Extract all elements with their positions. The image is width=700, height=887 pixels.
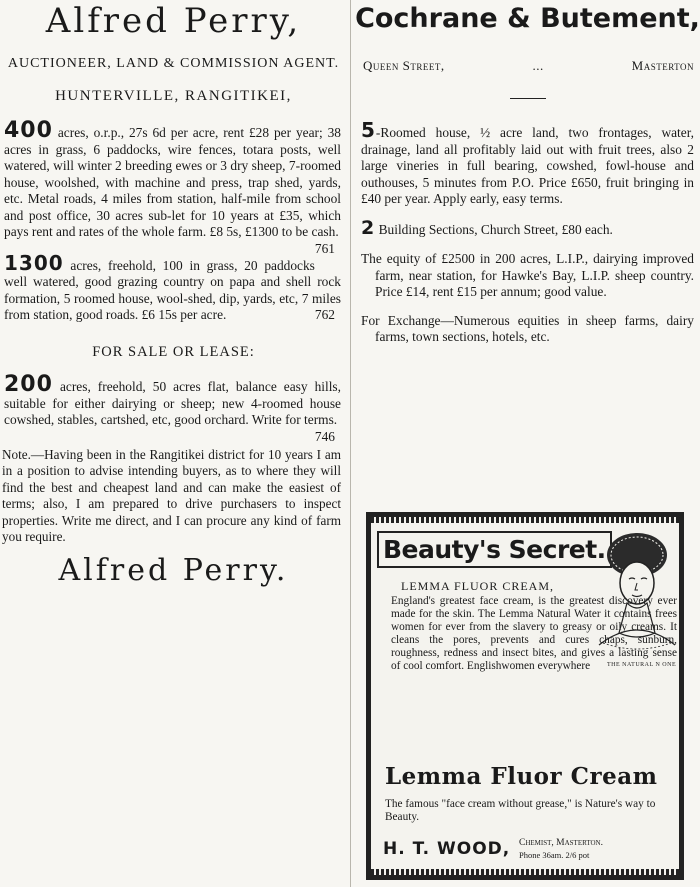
town-label: Masterton <box>631 58 694 73</box>
listing-200-acres <box>4 372 341 444</box>
ad-seller-detail-1: Chemist, Masterton. <box>519 838 603 848</box>
address-line <box>363 58 694 74</box>
listing-2-text: Building Sections, Church Street, £80 each. <box>378 221 613 237</box>
ad-title: Beauty's Secret. <box>377 531 612 568</box>
street-label: Queen Street, <box>363 58 445 73</box>
ad-bottom-band <box>371 869 679 875</box>
listing-400-lead: 400 <box>4 118 53 143</box>
sale-lease-heading: FOR SALE OR LEASE: <box>92 343 255 360</box>
district-note: Note.—Having been in the Rangitikei district for 10 years I am in a position to advise intending buyers, as to where they will find the best and cheapest land and can make the easiest of terms; also, I am prepared to drive purchasers to inspect properties. Write me direct, and I can procure any kind of farm you require. <box>2 446 341 544</box>
right-column <box>355 0 700 346</box>
listing-5-text: -Roomed house, ½ acre land, two frontages, water, drainage, land all profitably laid out with fruit trees, also 2 large vineries in full bearing, cowshed, fowl-house and outhouses, 5 minutes from P.O. Price £650, fruit bringing in £40 per year. Apply early, easy terms. <box>361 125 694 206</box>
listing-building-sections <box>361 216 694 239</box>
beauty-advertisement <box>366 512 684 880</box>
listing-400-acres <box>4 118 341 256</box>
address-dots: ... <box>532 58 544 73</box>
ad-seller: H. T. WOOD, <box>383 839 511 859</box>
listing-200-lead: 200 <box>4 372 53 397</box>
listing-400-ref: 761 <box>314 240 335 256</box>
ad-product-line: LEMMA FLUOR CREAM, <box>401 579 555 593</box>
portrait-caption: THE NATURAL N ONE <box>607 662 677 668</box>
ad-product-name: Lemma Fluor Cream <box>385 763 658 790</box>
column-divider <box>350 0 351 887</box>
right-heading: Cochrane & Butement, <box>355 3 700 34</box>
listing-200-ref: 746 <box>314 428 335 444</box>
left-signature: Alfred Perry. <box>58 552 289 588</box>
location-line: HUNTERVILLE, RANGITIKEI, <box>55 88 292 104</box>
listing-400-text: acres, o.r.p., 27s 6d per acre, rent £28 per year; 38 acres in grass, 6 paddocks, wire fences, totara posts, well watered, will winter 2 breeding ewes or 3 dry sheep, 7-roomed house, woolshed, with machine and press, trap shed, yards, etc. Metal roads, 4 miles from station, half-mile from school and post office, 30 acres sub-let for 10 years at £35, which pays rent and rates of the whole farm. £8 5s, £1300 to be cash. <box>4 125 341 239</box>
listing-2-lead: 2 <box>361 216 376 239</box>
listing-1300-acres <box>4 250 341 324</box>
agent-subheading: AUCTIONEER, LAND & COMMISSION AGENT. <box>7 56 340 71</box>
ad-body-text: England's greatest face cream, is the greatest discovery ever made for the skin. The Lemma Natural Water it contains frees women for ever from the slavery to greasy or oily creams. It cleans the pores, prevents and cures chaps, sunburn, roughness, redness and insect bites, and gives a lasting sense of cool comfort. Englishwomen everywhere <box>391 595 677 673</box>
listing-5-roomed-house <box>361 118 694 208</box>
left-heading: Alfred Perry, <box>45 1 302 41</box>
left-column <box>0 0 347 586</box>
listing-1300-text: acres, freehold, 100 in grass, 20 paddocks well watered, good grazing country on papa and shell rock formation, 5 roomed house, wool-shed, dip, yards, etc, 7 miles from station, good roads. £6 15s per acre. <box>4 257 341 322</box>
ad-seller-detail-2: Phone 36am. 2/6 pot <box>519 850 590 860</box>
listing-5-lead: 5 <box>361 118 376 142</box>
listing-1300-ref: 762 <box>314 307 335 322</box>
short-rule <box>510 98 546 99</box>
ad-tagline: The famous "face cream without grease," is Nature's way to Beauty. <box>385 798 656 823</box>
listing-200-text: acres, freehold, 50 acres flat, balance easy hills, suitable for either dairying or sheep; new 4-roomed house cowshed, stables, cartshed, etc, good orchard. Write for terms. <box>4 379 341 427</box>
listing-1300-lead: 1300 <box>4 250 64 275</box>
listing-equity: The equity of £2500 in 200 acres, L.I.P., dairying improved farm, near station, for Hawke's Bay, L.I.P. sheep country. Price £14, rent £15 per annum; good value. <box>361 251 694 299</box>
ad-top-band <box>371 517 679 523</box>
listing-exchange: For Exchange—Numerous equities in sheep farms, dairy farms, town sections, hotels, etc. <box>361 312 694 344</box>
